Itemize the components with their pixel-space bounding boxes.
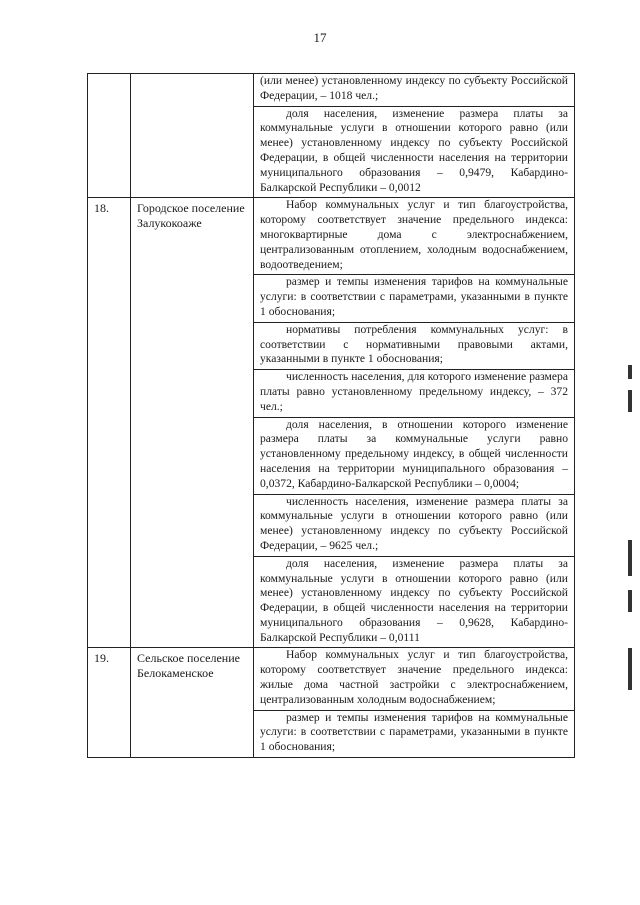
table-row	[88, 74, 575, 198]
row-content	[254, 648, 575, 758]
table-row	[88, 198, 575, 648]
scan-mark	[628, 590, 632, 612]
content-paragraph: доля населения, изменение размера платы за коммунальные услуги в отношении которого равно (или менее) установленному индексу по субъекту Российской Федерации, в общей численности населения на территории муниципального образования – 0,9628, Кабардино-Балкарской Республики – 0,0111	[254, 556, 574, 648]
scan-mark	[628, 390, 632, 412]
row-content	[254, 198, 575, 648]
scan-mark	[628, 648, 632, 690]
page-number: 17	[313, 30, 327, 45]
content-paragraph: нормативы потребления коммунальных услуг: в соответствии с нормативными правовыми актами, указанными в пункте 1 обоснования;	[254, 322, 574, 369]
settlement-name: Городское поселение Залукокоаже	[131, 198, 254, 648]
scan-mark	[628, 365, 632, 379]
settlement-name	[131, 74, 254, 198]
row-number	[88, 74, 131, 198]
row-number: 19.	[88, 648, 131, 758]
table-row	[88, 648, 575, 758]
content-paragraph: (или менее) установленному индексу по субъекту Российской Федерации, – 1018 чел.;	[260, 74, 568, 102]
content-paragraph: численность населения, для которого изменение размера платы равно установленному предельному индексу, – 372 чел.;	[254, 369, 574, 416]
row-number: 18.	[88, 198, 131, 648]
content-paragraph: доля населения, изменение размера платы за коммунальные услуги в отношении которого равно (или менее) установленному индексу по субъекту Российской Федерации, в общей численности населения на территории муниципального образования – 0,9479, Кабардино-Балкарской Республики – 0,0012	[254, 106, 574, 198]
document-table	[87, 73, 575, 758]
content-paragraph: размер и темпы изменения тарифов на коммунальные услуги: в соответствии с параметрами, указанными в пункте 1 обоснования;	[254, 274, 574, 321]
table-body	[88, 74, 575, 758]
settlement-name: Сельское поселение Белокаменское	[131, 648, 254, 758]
row-content	[254, 74, 575, 198]
content-paragraph: Набор коммунальных услуг и тип благоустройства, которому соответствует значение предельного индекса: жилые дома частной застройки с электроснабжением, централизованным холодным водоснабжением;	[260, 648, 568, 706]
content-paragraph: доля населения, в отношении которого изменение размера платы за коммунальные услуги равно установленному предельному индексу, в общей численности населения на территории муниципального образования – 0,0372, Кабардино-Балкарской Республики – 0,0004;	[254, 417, 574, 494]
content-paragraph: численность населения, изменение размера платы за коммунальные услуги в отношении которого равно (или менее) установленному индексу по субъекту Российской Федерации, – 9625 чел.;	[254, 494, 574, 556]
scan-mark	[628, 540, 632, 576]
content-paragraph: размер и темпы изменения тарифов на коммунальные услуги: в соответствии с параметрами, указанными в пункте 1 обоснования;	[254, 710, 574, 757]
content-paragraph: Набор коммунальных услуг и тип благоустройства, которому соответствует значение предельного индекса: многоквартирные дома с электроснабжением, централизованным отоплением, холодным водоснабжением, водоотведением;	[260, 198, 568, 271]
